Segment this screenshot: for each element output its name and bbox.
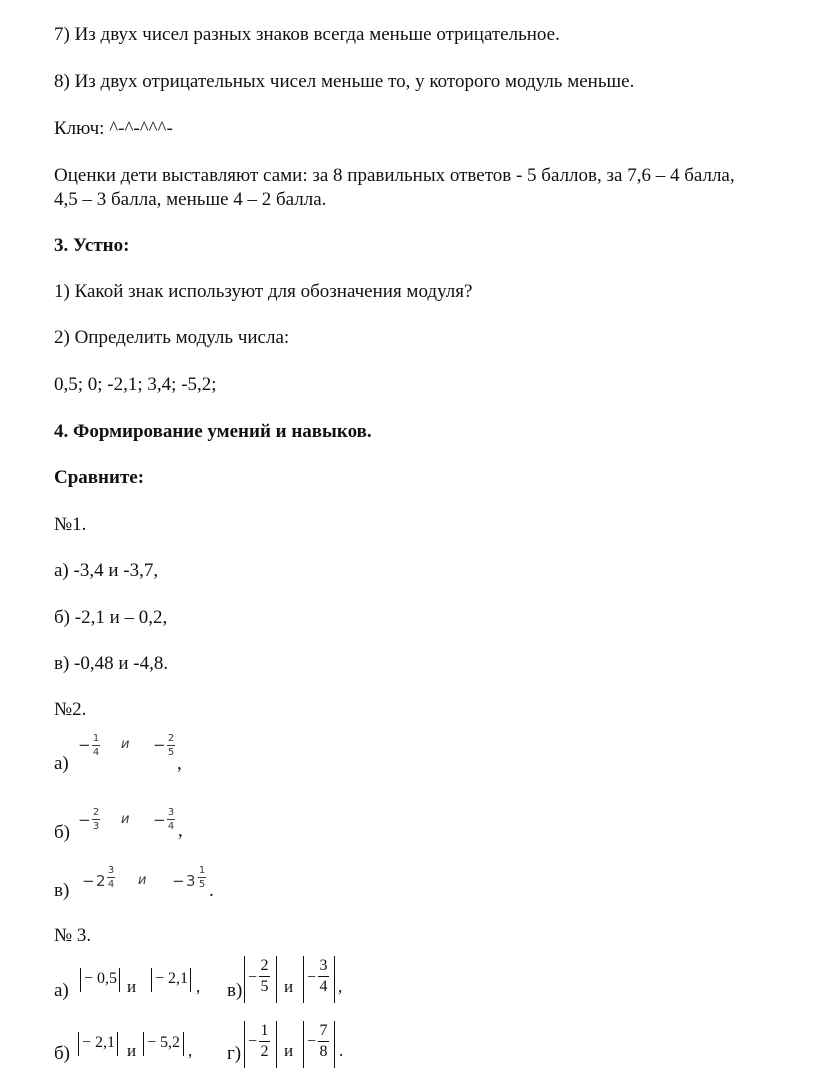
abs-bar bbox=[190, 968, 191, 992]
fraction-numerator: 3 bbox=[319, 957, 328, 974]
task-3v-right-sign: − bbox=[307, 969, 317, 986]
fraction-numerator: 2 bbox=[92, 807, 100, 818]
task-3v-end: , bbox=[338, 977, 343, 996]
task-2v-left-fraction bbox=[107, 865, 115, 890]
task-2a-conj: и bbox=[121, 737, 130, 752]
task-2v-right-fraction bbox=[198, 865, 206, 890]
fraction-denominator: 4 bbox=[92, 747, 100, 758]
abs-bar bbox=[276, 956, 277, 1003]
task-2a-right-sign: − bbox=[153, 736, 166, 754]
task-3a-left-value: − 0,5 bbox=[84, 970, 118, 987]
fraction-numerator: 2 bbox=[167, 733, 175, 744]
task-2b-left-sign: − bbox=[78, 811, 91, 829]
fraction-numerator: 1 bbox=[198, 865, 206, 876]
task-3v-left-sign: − bbox=[248, 969, 258, 986]
abs-bar bbox=[244, 1021, 245, 1068]
task-1b: б) -2,1 и – 0,2, bbox=[54, 607, 168, 628]
task-3v-right-fraction bbox=[318, 957, 329, 996]
task-3v-left-fraction bbox=[259, 957, 270, 996]
fraction-denominator: 4 bbox=[319, 978, 328, 995]
fraction-numerator: 3 bbox=[107, 865, 115, 876]
fraction-numerator: 7 bbox=[319, 1022, 328, 1039]
task-2b-right-sign: − bbox=[153, 811, 166, 829]
compare-heading: Сравните: bbox=[54, 467, 145, 488]
abs-bar bbox=[303, 956, 304, 1003]
task-3g-end: . bbox=[339, 1041, 344, 1060]
task-3g-label: г) bbox=[227, 1043, 242, 1064]
fraction-denominator: 4 bbox=[107, 879, 115, 890]
task-1a: а) -3,4 и -3,7, bbox=[54, 560, 159, 581]
task-2a-right-fraction bbox=[167, 733, 175, 758]
oral-heading: 3. Устно: bbox=[54, 235, 130, 256]
abs-bar bbox=[183, 1032, 184, 1056]
task-2v-right-sign: − bbox=[172, 872, 185, 890]
answer-key: Ключ: ^-^-^^^- bbox=[54, 118, 173, 139]
task-2b-conj: и bbox=[121, 812, 130, 827]
task-3a-right-value: − 2,1 bbox=[155, 970, 189, 987]
task-2a-left-fraction bbox=[92, 733, 100, 758]
abs-bar bbox=[334, 956, 335, 1003]
task-3b-label: б) bbox=[54, 1043, 70, 1064]
task-3g-right-sign: − bbox=[307, 1033, 317, 1050]
task-2a-left-sign: − bbox=[78, 736, 91, 754]
abs-bar bbox=[334, 1021, 335, 1068]
task-1-heading: №1. bbox=[54, 514, 87, 535]
abs-bar bbox=[276, 1021, 277, 1068]
task-3-heading: № 3. bbox=[54, 925, 92, 946]
skills-heading: 4. Формирование умений и навыков. bbox=[54, 421, 372, 442]
task-2b-end: , bbox=[178, 820, 183, 841]
task-3g-conj: и bbox=[284, 1041, 294, 1060]
task-3v-conj: и bbox=[284, 977, 294, 996]
task-2a-end: , bbox=[177, 753, 182, 774]
task-2v-right-whole: 3 bbox=[186, 872, 196, 890]
task-2v-conj: и bbox=[138, 873, 147, 888]
fraction-denominator: 5 bbox=[167, 747, 175, 758]
fraction-numerator: 1 bbox=[260, 1022, 269, 1039]
abs-bar bbox=[119, 968, 120, 992]
task-2v-left-sign: − bbox=[82, 872, 95, 890]
abs-bar bbox=[80, 968, 81, 992]
fraction-denominator: 5 bbox=[260, 978, 269, 995]
oral-question-1: 1) Какой знак используют для обозначения модуля? bbox=[54, 281, 473, 302]
fraction-denominator: 5 bbox=[198, 879, 206, 890]
fraction-denominator: 8 bbox=[319, 1043, 328, 1060]
task-3a-end: , bbox=[196, 977, 201, 996]
numbers-list: 0,5; 0; -2,1; 3,4; -5,2; bbox=[54, 374, 217, 395]
abs-bar bbox=[244, 956, 245, 1003]
abs-bar bbox=[117, 1032, 118, 1056]
abs-bar bbox=[143, 1032, 144, 1056]
task-3a-label: а) bbox=[54, 980, 69, 1001]
task-2v-left-whole: 2 bbox=[96, 872, 106, 890]
fraction-denominator: 3 bbox=[92, 821, 100, 832]
fraction-numerator: 1 bbox=[92, 733, 100, 744]
task-2-heading: №2. bbox=[54, 699, 87, 720]
task-2a-label: а) bbox=[54, 753, 69, 774]
abs-bar bbox=[303, 1021, 304, 1068]
task-3b-right-value: − 5,2 bbox=[147, 1034, 181, 1051]
abs-bar bbox=[151, 968, 152, 992]
task-2b-label: б) bbox=[54, 822, 70, 843]
task-2b-right-fraction bbox=[167, 807, 175, 832]
abs-bar bbox=[78, 1032, 79, 1056]
task-3g-left-fraction bbox=[259, 1022, 270, 1061]
task-2v-label: в) bbox=[54, 880, 70, 901]
fraction-denominator: 2 bbox=[260, 1043, 269, 1060]
fraction-numerator: 3 bbox=[167, 807, 175, 818]
task-3g-left-sign: − bbox=[248, 1033, 258, 1050]
task-2b-left-fraction bbox=[92, 807, 100, 832]
task-1c: в) -0,48 и -4,8. bbox=[54, 653, 169, 674]
statement-7: 7) Из двух чисел разных знаков всегда меньше отрицательное. bbox=[54, 24, 560, 45]
task-3a-conj: и bbox=[127, 977, 137, 996]
task-3b-end: , bbox=[188, 1041, 193, 1060]
task-3g-right-fraction bbox=[318, 1022, 329, 1061]
task-3v-label: в) bbox=[227, 980, 243, 1001]
fraction-numerator: 2 bbox=[260, 957, 269, 974]
fraction-denominator: 4 bbox=[167, 821, 175, 832]
grading-line-2: 4,5 – 3 балла, меньше 4 – 2 балла. bbox=[54, 189, 327, 210]
task-3b-conj: и bbox=[127, 1041, 137, 1060]
oral-question-2: 2) Определить модуль числа: bbox=[54, 327, 290, 348]
task-2v-end: . bbox=[209, 880, 214, 901]
statement-8: 8) Из двух отрицательных чисел меньше то, у которого модуль меньше. bbox=[54, 71, 635, 92]
task-3b-left-value: − 2,1 bbox=[82, 1034, 116, 1051]
grading-line-1: Оценки дети выставляют сами: за 8 правильных ответов - 5 баллов, за 7,6 – 4 балла, bbox=[54, 165, 735, 186]
